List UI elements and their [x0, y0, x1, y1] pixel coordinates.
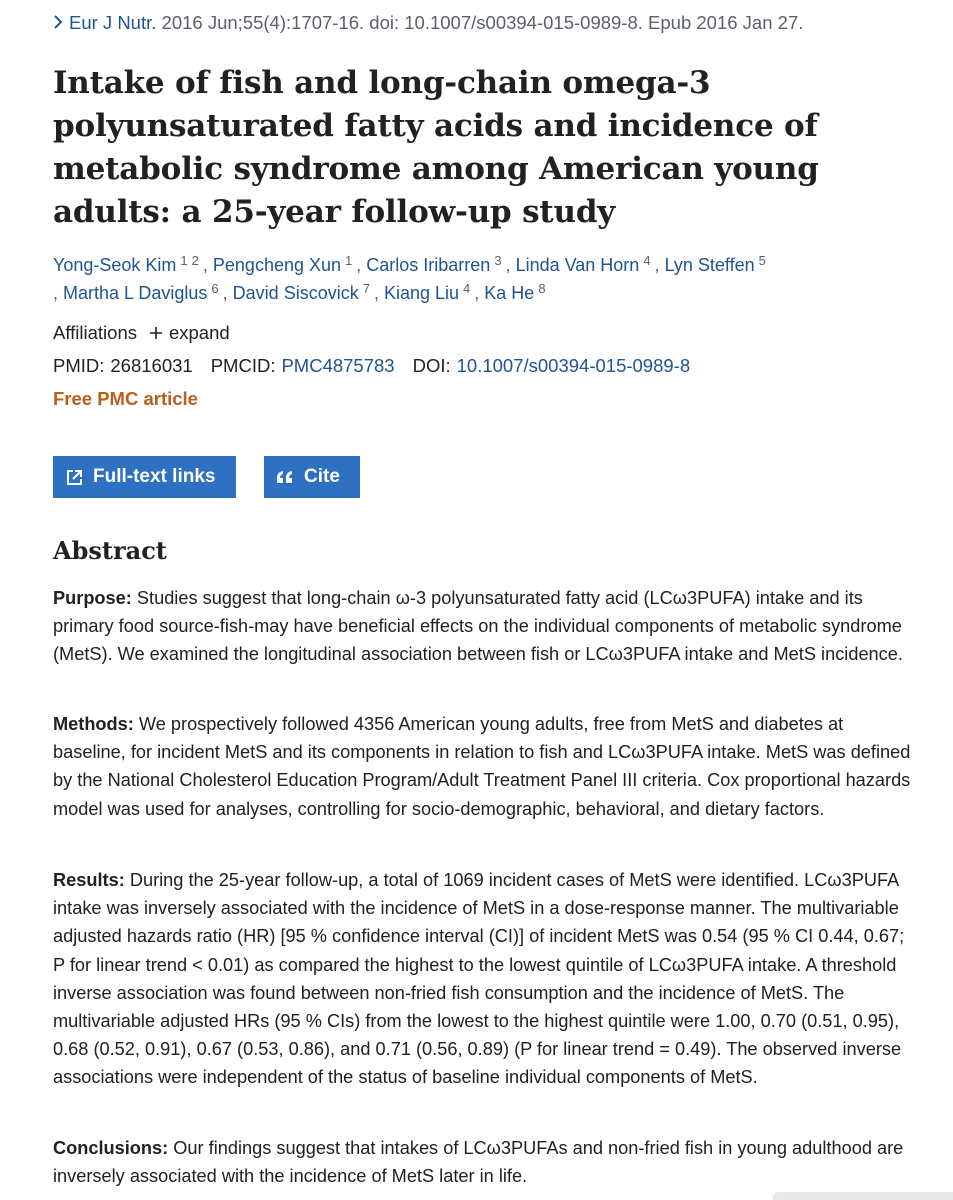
- doi-link[interactable]: 10.1007/s00394-015-0989-8: [456, 355, 691, 376]
- article-title: Intake of fish and long-chain omega-3 polyunsaturated fatty acids and incidence of metabolic syndrome among American young adults: a 25-year follow-up study: [53, 65, 819, 230]
- affiliation-refs: 3: [494, 253, 502, 268]
- citation-details: 2016 Jun;55(4):1707-16. doi: 10.1007/s00394-015-0989-8. Epub 2016 Jan 27.: [161, 12, 804, 33]
- quote-icon: [276, 468, 294, 486]
- author-link[interactable]: Lyn Steffen: [664, 255, 755, 275]
- pmcid-label: PMCID:: [210, 355, 276, 376]
- author-item: [366, 255, 505, 275]
- author-item: [63, 283, 223, 303]
- pmid-value: 26816031: [110, 355, 193, 376]
- plus-icon: [149, 322, 163, 344]
- author-item: [516, 255, 655, 275]
- section-label: Purpose:: [53, 588, 132, 608]
- expand-affiliations-button[interactable]: [149, 322, 230, 344]
- author-link[interactable]: David Siscovick: [232, 283, 359, 303]
- identifiers: [53, 355, 690, 377]
- scroll-indicator: [773, 1192, 953, 1200]
- section-label: Conclusions:: [53, 1138, 169, 1158]
- doi-label: DOI:: [412, 355, 451, 376]
- author-link[interactable]: Ka He: [484, 283, 535, 303]
- author-item: [665, 255, 770, 275]
- author-item: [213, 255, 356, 275]
- affiliation-refs: 1 2: [180, 253, 199, 268]
- free-pmc-article-badge[interactable]: Free PMC article: [53, 388, 198, 409]
- cite-label: Cite: [304, 466, 340, 487]
- abstract-purpose: [53, 584, 913, 669]
- affiliation-refs: 5: [758, 253, 766, 268]
- external-link-icon: [65, 468, 83, 486]
- affiliation-refs: 4: [463, 281, 471, 296]
- full-text-links-button[interactable]: [53, 456, 236, 498]
- affiliation-refs: 1: [345, 253, 353, 268]
- author-item: [384, 283, 474, 303]
- section-text: During the 25-year follow-up, a total of 1069 incident cases of MetS were identified. LCω3PUFA intake was inversely associated with the incidence of MetS in a dose-response manner. The multivariable adjusted hazards ratio (HR) [95 % confidence interval (CI)] of incident MetS was 0.54 (95 % CI 0.44, 0.67; P for linear trend < 0.01) as compared the highest to the lowest quintile of LCω3PUFA intake. A threshold inverse association was found between non-fried fish consumption and the incidence of MetS. The multivariable adjusted HRs (95 % CIs) from the lowest to the highest quintile were 1.00, 0.70 (0.51, 0.95), 0.68 (0.52, 0.91), 0.67 (0.53, 0.86), and 0.71 (0.56, 0.89) (P for linear trend = 0.49). The observed inverse associations were independent of the status of baseline individual components of MetS.: [53, 870, 905, 1088]
- abstract-results: [53, 866, 913, 1092]
- author-link[interactable]: Yong-Seok Kim: [53, 255, 177, 275]
- affiliation-refs: 4: [643, 253, 651, 268]
- affiliations-label: Affiliations: [53, 322, 137, 343]
- section-text: Our findings suggest that intakes of LCω3PUFAs and non-fried fish in young adulthood are inversely associated with the incidence of MetS later in life.: [53, 1138, 904, 1187]
- pmid-label: PMID:: [53, 355, 105, 376]
- abstract-heading: Abstract: [53, 536, 167, 565]
- author-link[interactable]: Linda Van Horn: [515, 255, 640, 275]
- author-item: [53, 255, 203, 275]
- abstract-conclusions: [53, 1134, 913, 1190]
- abstract-methods: [53, 710, 913, 823]
- author-link[interactable]: Carlos Iribarren: [366, 255, 491, 275]
- affiliation-refs: 7: [362, 281, 370, 296]
- chevron-right-icon: [53, 12, 63, 34]
- affiliation-refs: 8: [538, 281, 546, 296]
- author-item: [233, 283, 374, 303]
- section-text: We prospectively followed 4356 American young adults, free from MetS and diabetes at baseline, for incident MetS and its components in relation to fish and LCω3PUFA intake. MetS was defined by the National Cholesterol Education Program/Adult Treatment Panel III criteria. Cox proportional hazards model was used for analyses, controlling for socio-demographic, behavioral, and dietary factors.: [53, 714, 911, 819]
- section-label: Results:: [53, 870, 125, 890]
- full-text-links-label: Full-text links: [93, 466, 216, 487]
- author-link[interactable]: Pengcheng Xun: [212, 255, 342, 275]
- pmcid-link[interactable]: PMC4875783: [281, 355, 395, 376]
- author-list: Yong-Seok Kim $^{1 2}$ , Pengcheng Xun $^1$ , Carlos Iribarren $^3$ , Linda Van Horn $^4$ , Lyn Steffen $^5$ , Martha L Daviglus $^6$ , David Siscovick $^7$ , Kiang Liu $^4$ , Ka He $^8$: [53, 251, 913, 307]
- author-item: [484, 283, 549, 303]
- author-link[interactable]: Kiang Liu: [383, 283, 460, 303]
- author-link[interactable]: Martha L Daviglus: [63, 283, 208, 303]
- affiliations-row: [53, 322, 230, 344]
- expand-label: expand: [168, 322, 230, 343]
- section-label: Methods:: [53, 714, 134, 734]
- affiliation-refs: 6: [211, 281, 219, 296]
- section-text: Studies suggest that long-chain ω-3 polyunsaturated fatty acid (LCω3PUFA) intake and its primary food source-fish-may have beneficial effects on the individual components of metabolic syndrome (MetS). We examined the longitudinal association between fish or LCω3PUFA intake and MetS incidence.: [53, 588, 903, 665]
- journal-link[interactable]: Eur J Nutr.: [69, 12, 157, 33]
- cite-button[interactable]: [264, 456, 360, 498]
- journal-citation: [53, 12, 803, 34]
